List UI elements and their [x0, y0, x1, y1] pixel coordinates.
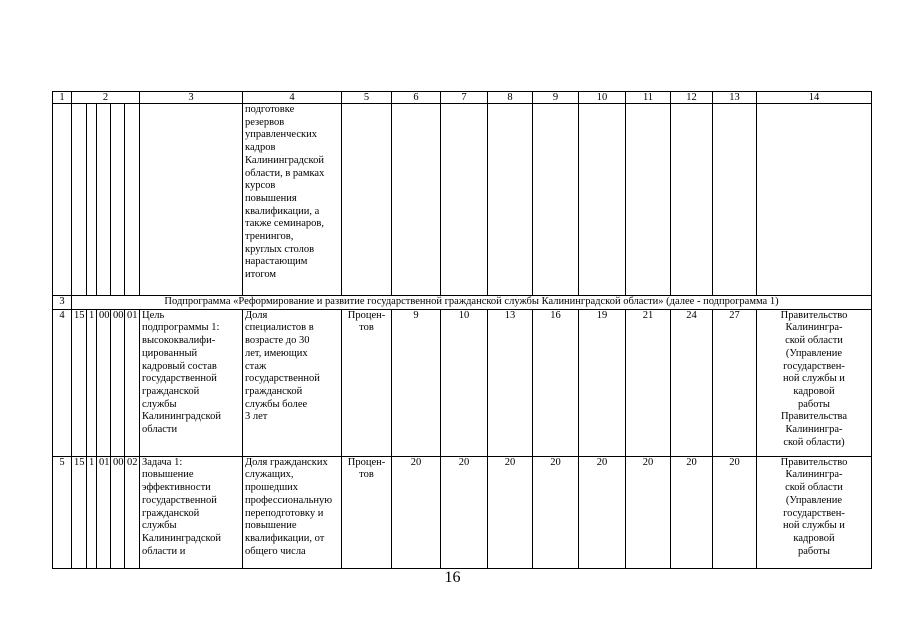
header-cell: 2 — [72, 92, 140, 104]
subprogram-row — [53, 296, 872, 310]
value-cell: 10 — [441, 309, 488, 456]
code-cell: 1 — [87, 309, 97, 456]
indicator-cell: Доля специалистов в возрасте до 30 лет, имеющих стаж государственной гражданской службы более 3 лет — [243, 309, 342, 456]
goal-cell: Цель подпрограммы 1: высококвалифи- цированный кадровый состав государственной гражданской службы Калининградской области — [140, 309, 243, 456]
goal-cell: Задача 1: повышение эффективности государственной гражданской службы Калининградской области и — [140, 456, 243, 568]
code-cell: 01 — [97, 456, 111, 568]
subprogram-title: Подпрограмма «Реформирование и развитие государственной гражданской службы Калининградской области» (далее - подпрограмма 1) — [72, 296, 872, 310]
header-cell: 12 — [671, 92, 713, 104]
header-cell: 13 — [713, 92, 757, 104]
responsible-cell: Правительство Калинингра- ской области (Управление государствен- ной службы и кадровой работы Правительства Калинингра- ской области) — [757, 309, 872, 456]
code-cell: 00 — [97, 309, 111, 456]
unit-cell: Процен- тов — [342, 456, 392, 568]
value-cell: 20 — [713, 456, 757, 568]
value-cell: 20 — [671, 456, 713, 568]
value-cell: 20 — [441, 456, 488, 568]
header-cell: 7 — [441, 92, 488, 104]
value-cell: 13 — [488, 309, 533, 456]
indicator-cell: Доля гражданских служащих, прошедших профессиональную переподготовку и повышение квалификации, от общего числа — [243, 456, 342, 568]
row-number: 4 — [53, 309, 72, 456]
header-cell: 1 — [53, 92, 72, 104]
value-cell: 20 — [392, 456, 441, 568]
code-cell: 01 — [125, 309, 140, 456]
header-cell: 6 — [392, 92, 441, 104]
header-cell: 11 — [626, 92, 671, 104]
code-cell: 15 — [72, 309, 87, 456]
code-cell: 1 — [87, 456, 97, 568]
value-cell: 20 — [579, 456, 626, 568]
table-row — [53, 456, 872, 568]
table-row — [53, 104, 872, 296]
header-cell: 8 — [488, 92, 533, 104]
code-cell: 15 — [72, 456, 87, 568]
code-cell: 02 — [125, 456, 140, 568]
header-cell: 3 — [140, 92, 243, 104]
value-cell: 27 — [713, 309, 757, 456]
row-number: 3 — [53, 296, 72, 310]
value-cell: 24 — [671, 309, 713, 456]
header-cell: 14 — [757, 92, 872, 104]
value-cell: 21 — [626, 309, 671, 456]
value-cell: 19 — [579, 309, 626, 456]
code-cell: 00 — [111, 456, 125, 568]
header-cell: 5 — [342, 92, 392, 104]
code-cell: 00 — [111, 309, 125, 456]
header-row — [53, 92, 872, 104]
row-number: 5 — [53, 456, 72, 568]
page-number: 16 — [444, 569, 461, 586]
value-cell: 20 — [533, 456, 579, 568]
value-cell: 9 — [392, 309, 441, 456]
header-cell: 9 — [533, 92, 579, 104]
value-cell: 20 — [626, 456, 671, 568]
header-cell: 10 — [579, 92, 626, 104]
indicator-cell: подготовке резервов управленческих кадров Калининградской области, в рамках курсов повышения квалификации, а также семинаров, тренингов, круглых столов нарастающим итогом — [243, 104, 342, 296]
value-cell: 20 — [488, 456, 533, 568]
value-cell: 16 — [533, 309, 579, 456]
table-row — [53, 309, 872, 456]
responsible-cell: Правительство Калинингра- ской области (Управление государствен- ной службы и кадровой работы — [757, 456, 872, 568]
header-cell: 4 — [243, 92, 342, 104]
unit-cell: Процен- тов — [342, 309, 392, 456]
indicators-table — [52, 91, 872, 569]
